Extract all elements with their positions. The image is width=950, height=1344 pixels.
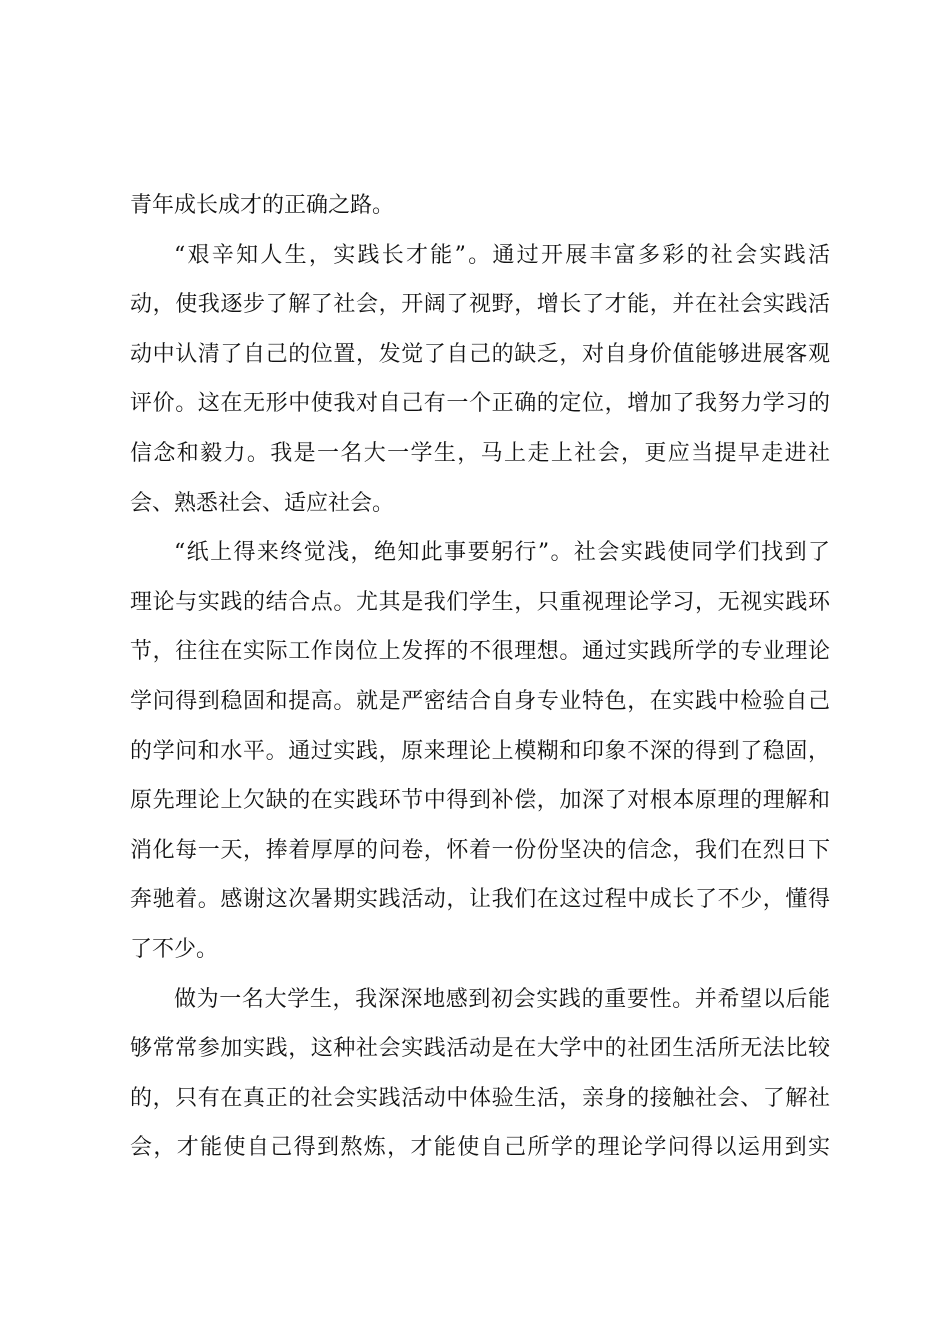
text-line: 会，才能使自己得到熬炼，才能使自己所学的理论学问得以运用到实 (130, 1135, 830, 1161)
text-line: 奔驰着。感谢这次暑期实践活动，让我们在这过程中成长了不少，懂得 (130, 887, 830, 913)
text-line: 够常常参加实践，这种社会实践活动是在大学中的社团生活所无法比较 (130, 1036, 830, 1062)
text-line: 动中认清了自己的位置，发觉了自己的缺乏，对自身价值能够进展客观 (130, 341, 830, 367)
text-line: 青年成长成才的正确之路。 (130, 193, 395, 218)
text-line: 的，只有在真正的社会实践活动中体验生活，亲身的接触社会、了解社 (130, 1085, 830, 1111)
text-line: “纸上得来终觉浅，绝知此事要躬行”。社会实践使同学们找到了 (174, 540, 830, 566)
text-line: “艰辛知人生，实践长才能”。通过开展丰富多彩的社会实践活 (174, 242, 830, 268)
text-line: 会、熟悉社会、适应社会。 (130, 490, 395, 516)
text-line: 原先理论上欠缺的在实践环节中得到补偿，加深了对根本原理的理解和 (130, 788, 830, 814)
body-text (130, 181, 830, 1173)
text-line: 节，往往在实际工作岗位上发挥的不很理想。通过实践所学的专业理论 (130, 639, 830, 665)
text-line: 理论与实践的结合点。尤其是我们学生，只重视理论学习，无视实践环 (130, 589, 830, 615)
text-line: 动，使我逐步了解了社会，开阔了视野，增长了才能，并在社会实践活 (130, 292, 830, 318)
text-line: 做为一名大学生，我深深地感到初会实践的重要性。并希望以后能 (174, 986, 830, 1012)
text-line: 信念和毅力。我是一名大一学生，马上走上社会，更应当提早走进社 (130, 440, 830, 466)
text-line: 了不少。 (130, 936, 219, 962)
text-line: 学问得到稳固和提高。就是严密结合自身专业特色，在实践中检验自己 (130, 688, 830, 714)
text-line: 的学问和水平。通过实践，原来理论上模糊和印象不深的得到了稳固， (130, 738, 830, 764)
text-line: 消化每一天，捧着厚厚的问卷，怀着一份份坚决的信念，我们在烈日下 (130, 837, 830, 863)
text-line: 评价。这在无形中使我对自己有一个正确的定位，增加了我努力学习的 (130, 391, 830, 417)
